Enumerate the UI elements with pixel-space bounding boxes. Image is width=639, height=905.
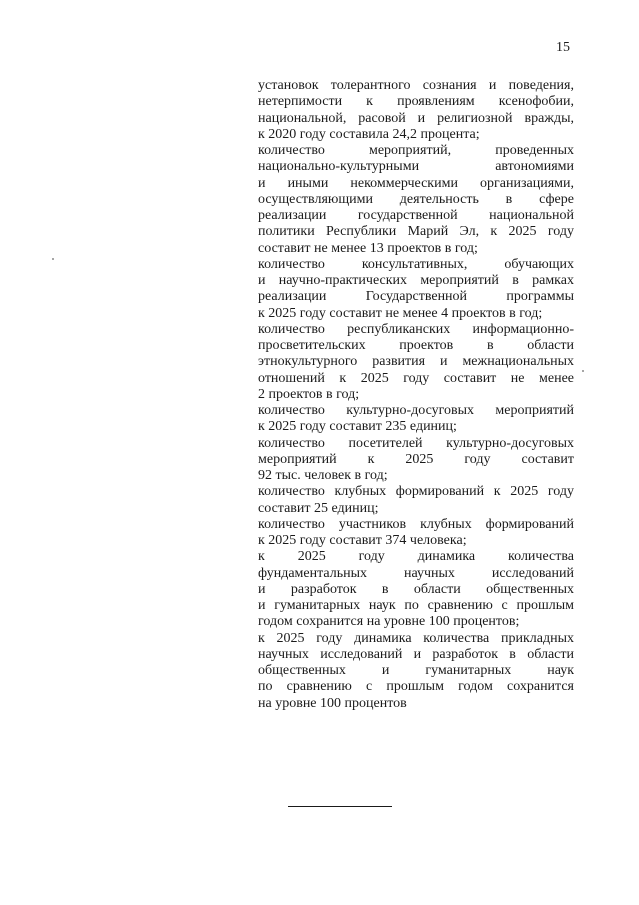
text-line: к 2025 году динамика количества	[258, 549, 574, 565]
text-line: научных исследований и разработок в области	[258, 646, 574, 662]
text-line: установок толерантного сознания и поведения,	[258, 78, 574, 93]
text-line: отношений к 2025 году составит не менее	[258, 370, 574, 386]
text-line: на уровне 100 процентов	[258, 695, 407, 711]
text-line: к 2025 году составит 374 человека;	[258, 533, 467, 548]
text-line: количество посетителей культурно-досуговых	[258, 435, 574, 451]
text-line: к 2025 году составит 235 единиц;	[258, 419, 457, 435]
text-line: и иными некоммерческими организациями,	[258, 175, 574, 191]
end-divider	[288, 806, 392, 807]
text-line: 2 проектов в год;	[258, 386, 360, 402]
text-line: количество консультативных, обучающих	[258, 256, 574, 272]
text-line: к 2025 году динамика количества прикладных	[258, 630, 574, 646]
text-line: этнокультурного развития и межнациональных	[258, 354, 574, 370]
text-line: составит 25 единиц;	[258, 500, 379, 516]
scan-speck	[52, 258, 54, 260]
text-line: 92 тыс. человек в год;	[258, 468, 388, 483]
text-line: фундаментальных научных исследований	[258, 565, 574, 581]
text-line: и разработок в области общественных	[258, 581, 574, 597]
text-line: национальной, расовой и религиозной вражды,	[258, 110, 574, 126]
scan-speck	[582, 370, 584, 372]
text-line: к 2025 году составит не менее 4 проектов в год;	[258, 305, 543, 321]
text-line: нетерпимости к проявлениям ксенофобии,	[258, 94, 574, 110]
page-number: 15	[556, 40, 570, 55]
text-line: реализации Государственной программы	[258, 289, 574, 305]
text-line: годом сохранится на уровне 100 процентов;	[258, 614, 520, 630]
text-line: количество мероприятий, проведенных	[258, 143, 574, 158]
text-line: количество участников клубных формирований	[258, 516, 574, 532]
text-line: количество культурно-досуговых мероприятий	[258, 403, 574, 418]
text-line: и гуманитарных наук по сравнению с прошлым	[258, 598, 574, 613]
text-line: реализации государственной национальной	[258, 208, 574, 223]
document-body	[258, 78, 574, 712]
text-line: составит не менее 13 проектов в год;	[258, 240, 478, 256]
text-line: по сравнению с прошлым годом сохранится	[258, 679, 574, 695]
text-line: количество клубных формирований к 2025 году	[258, 484, 574, 500]
text-line: осуществляющими деятельность в сфере	[258, 191, 574, 207]
text-line: политики Республики Марий Эл, к 2025 году	[258, 224, 574, 240]
text-line: мероприятий к 2025 году составит	[258, 451, 574, 467]
text-line: общественных и гуманитарных наук	[258, 663, 574, 678]
text-line: просветительских проектов в области	[258, 338, 574, 353]
text-line: и научно-практических мероприятий в рамках	[258, 273, 574, 288]
text-line: национально-культурными автономиями	[258, 159, 574, 175]
text-line: к 2020 году составила 24,2 процента;	[258, 126, 480, 142]
text-line: количество республиканских информационно-	[258, 321, 574, 337]
